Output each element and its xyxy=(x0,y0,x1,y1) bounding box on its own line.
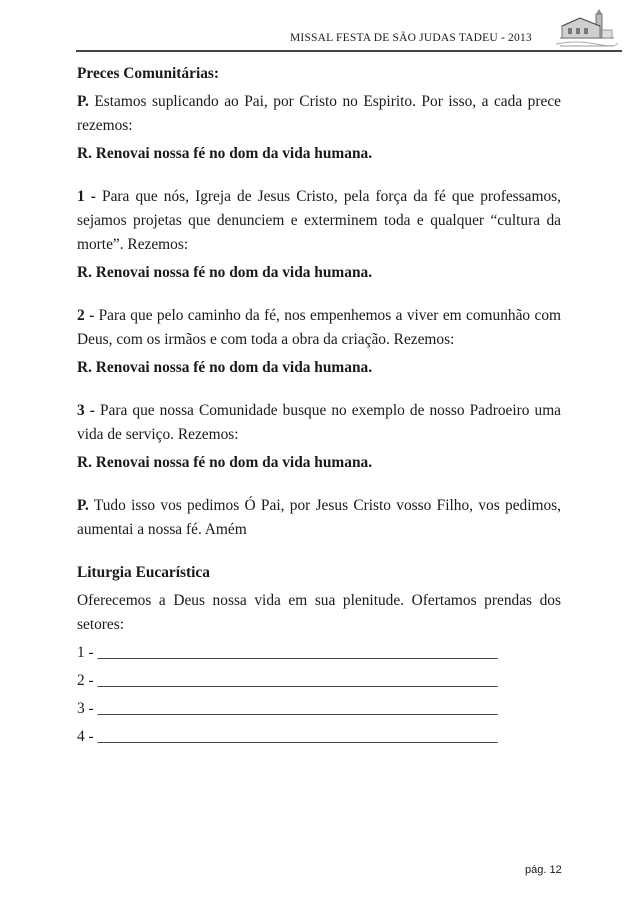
fill-in-line: 3 - ____________________________________________________ xyxy=(77,700,498,717)
church-icon xyxy=(556,8,618,50)
prayer-item-1 xyxy=(77,185,561,257)
response-line: R. Renovai nossa fé no dom da vida humana. xyxy=(77,359,373,376)
prayer-text: Para que nossa Comunidade busque no exemplo de nosso Padroeiro uma vida de serviço. Rezemos: xyxy=(77,402,562,443)
response-line: R. Renovai nossa fé no dom da vida humana. xyxy=(77,145,373,162)
fill-in-line: 2 - ____________________________________________________ xyxy=(77,672,498,689)
section-heading-liturgia: Liturgia Eucarística xyxy=(77,564,210,581)
response-line: R. Renovai nossa fé no dom da vida humana. xyxy=(77,454,373,471)
response-line: R. Renovai nossa fé no dom da vida humana. xyxy=(77,264,373,281)
priest-marker: P. xyxy=(77,93,89,110)
intro-paragraph xyxy=(77,90,561,138)
prayer-item-3 xyxy=(77,399,561,447)
fill-in-line: 4 - ____________________________________________________ xyxy=(77,728,498,745)
liturgia-paragraph: Oferecemos a Deus nossa vida em sua plenitude. Ofertamos prendas dos setores: xyxy=(77,592,561,633)
fill-in-line: 1 - ____________________________________________________ xyxy=(77,644,498,661)
page-number: pág. 12 xyxy=(525,864,562,876)
document-body xyxy=(77,62,561,749)
section-heading-preces: Preces Comunitárias: xyxy=(77,65,220,82)
prayer-text: Para que nós, Igreja de Jesus Cristo, pela força da fé que professamos, sejamos projetas que denunciem e exterminem toda e qualquer “cultura da morte”. Rezemos: xyxy=(77,188,561,253)
closing-paragraph xyxy=(77,494,561,542)
intro-text: Estamos suplicando ao Pai, por Cristo no Espirito. Por isso, a cada prece rezemos: xyxy=(77,93,561,134)
header-title: MISSAL FESTA DE SÃO JUDAS TADEU - 2013 xyxy=(290,32,532,44)
prayer-item-2 xyxy=(77,304,561,352)
closing-text: Tudo isso vos pedimos Ó Pai, por Jesus Cristo vosso Filho, vos pedimos, aumentai a nossa fé. Amém xyxy=(77,497,561,538)
prayer-text: Para que pelo caminho da fé, nos empenhemos a viver em comunhão com Deus, com os irmãos e com toda a obra da criação. Rezemos: xyxy=(77,307,561,348)
prayer-number: 1 - xyxy=(77,188,96,205)
header-divider xyxy=(76,50,622,52)
prayer-number: 3 - xyxy=(77,402,95,419)
priest-marker: P. xyxy=(77,497,89,514)
prayer-number: 2 - xyxy=(77,307,95,324)
